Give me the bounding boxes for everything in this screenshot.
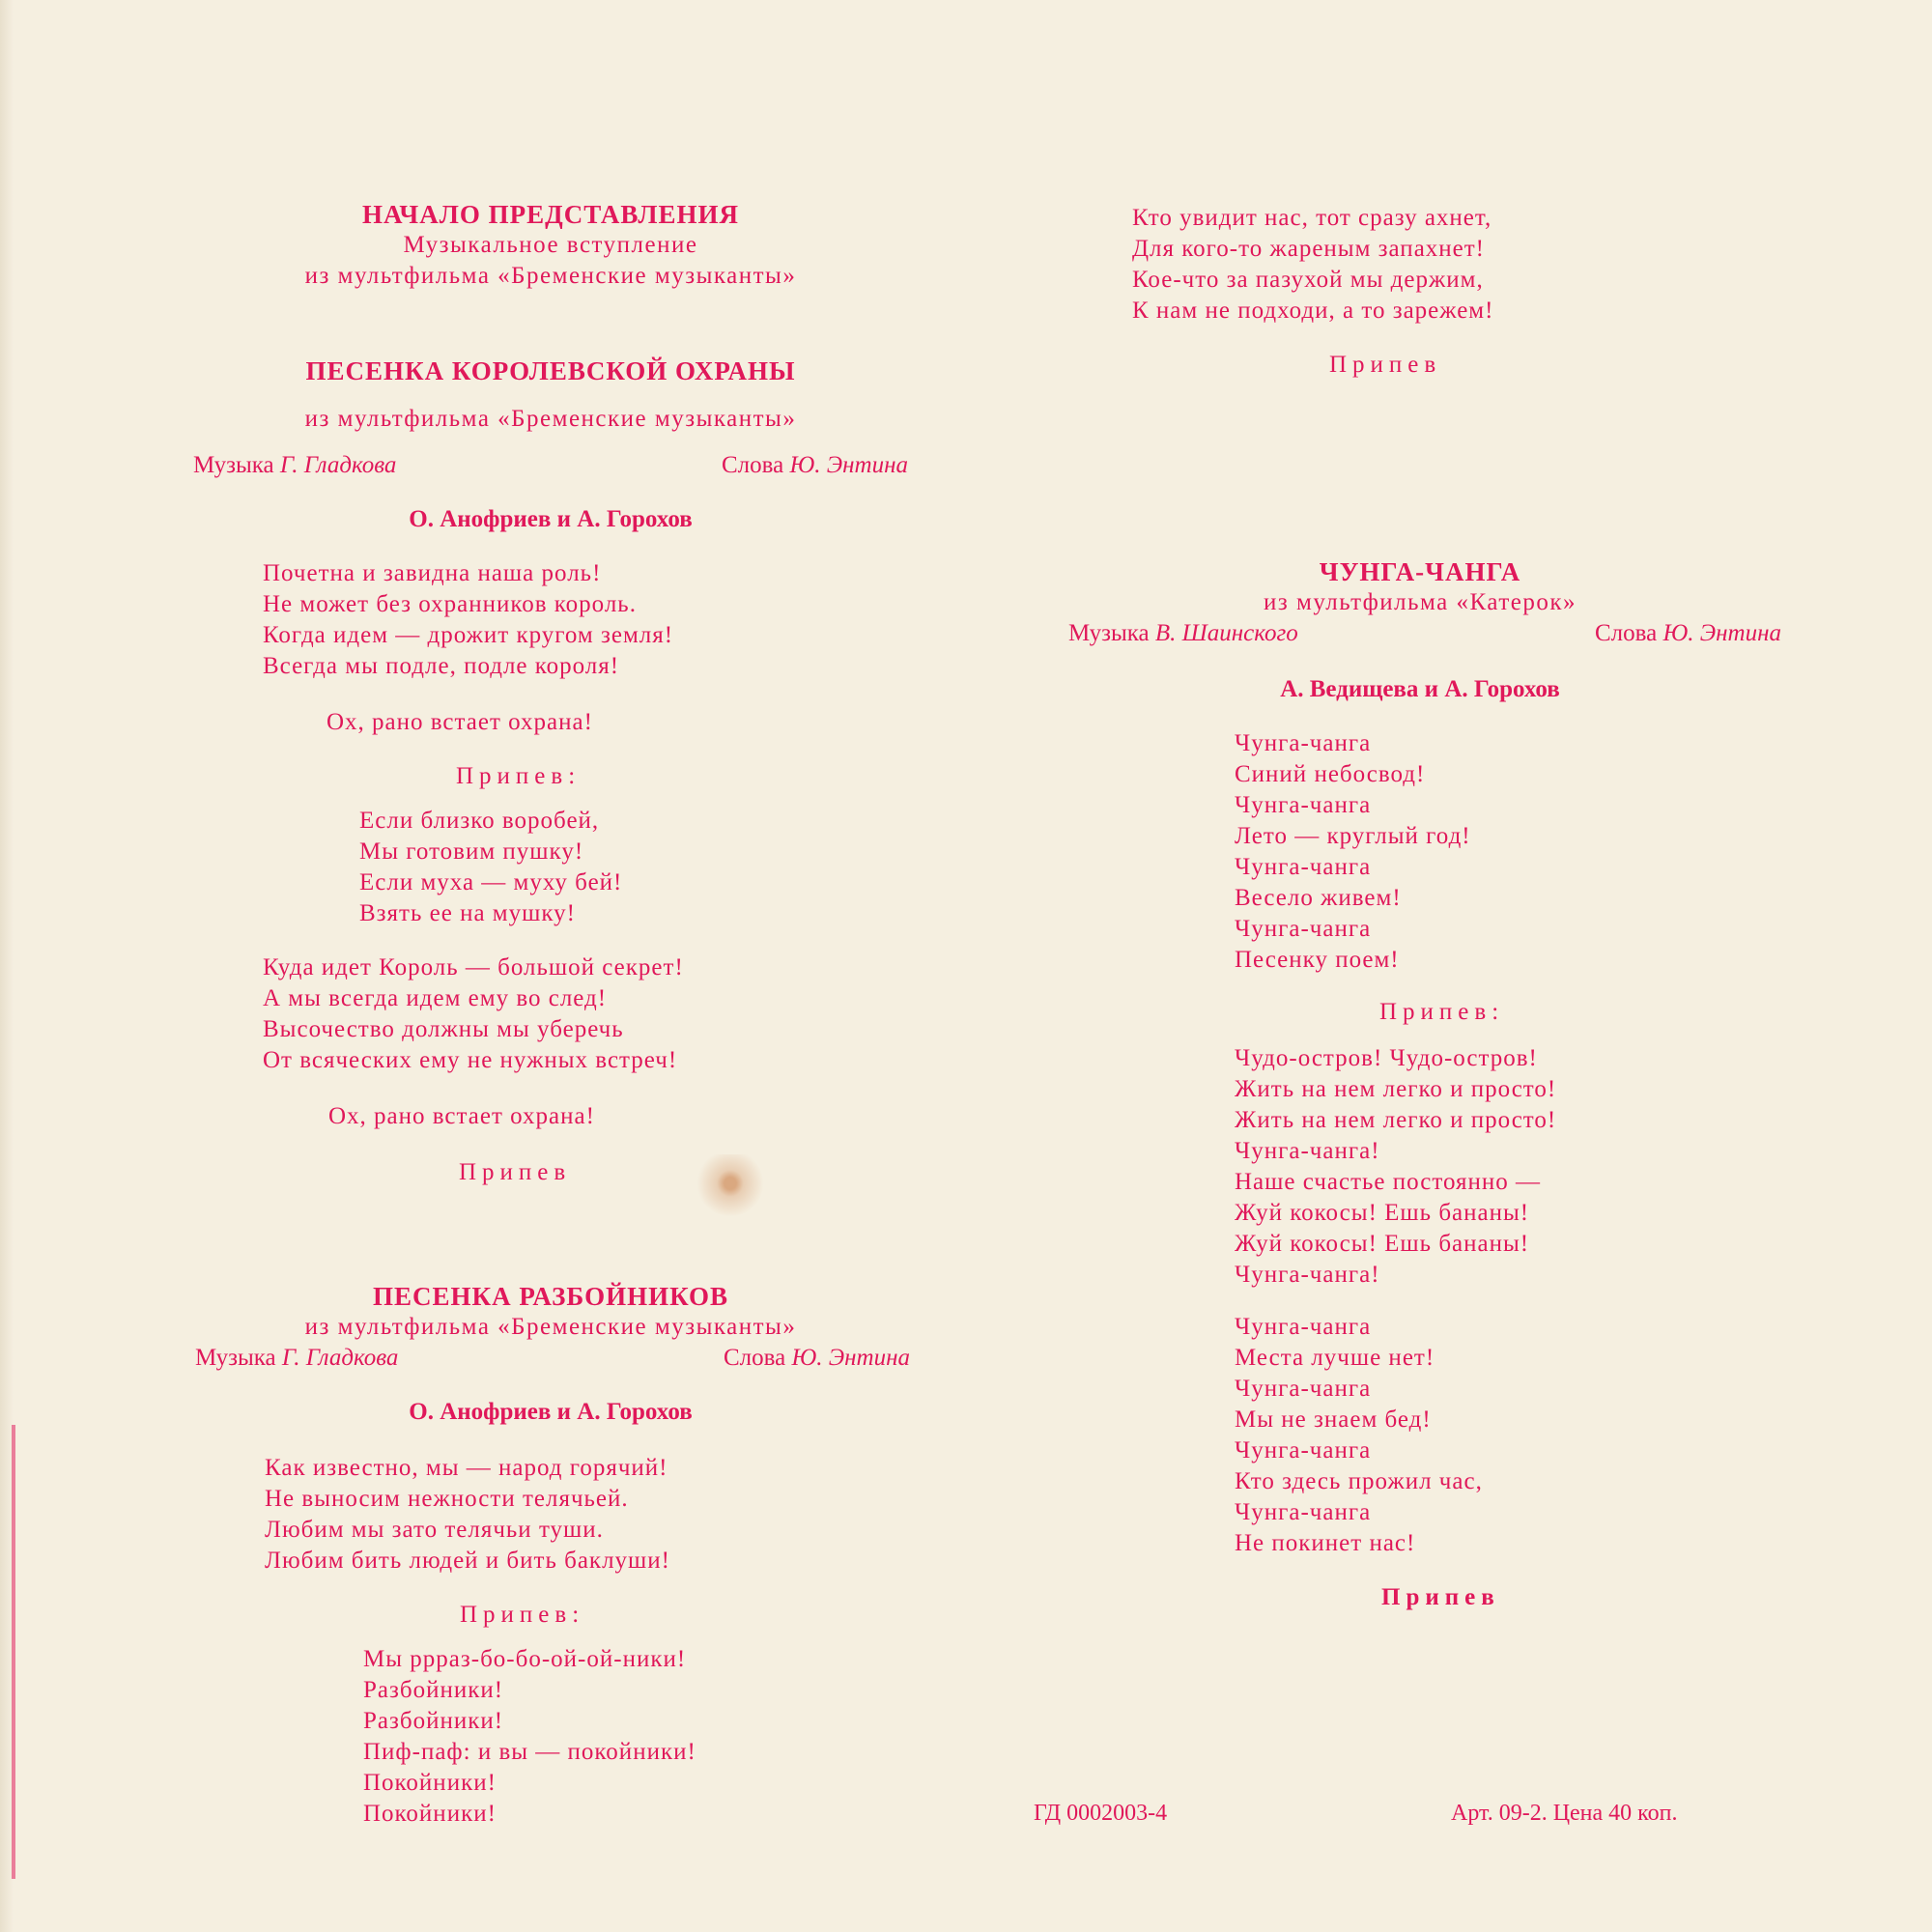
lyric-line: Чунга-чанга	[1235, 730, 1372, 756]
lyric-line: Любим бить людей и бить баклуши!	[265, 1548, 671, 1574]
lyric-line: Если муха — муху бей!	[359, 869, 623, 895]
song1-chorus	[359, 806, 622, 929]
lyric-line: Наше счастье постоянно —	[1235, 1169, 1542, 1195]
song1-music-credit: Музыка Г. Гладкова	[193, 452, 397, 478]
lyric-line: Как известно, мы — народ горячий!	[265, 1455, 668, 1481]
song3-source: из мультфильма «Катерок»	[1264, 589, 1577, 615]
intro-subtitle: Музыкальное вступление	[403, 232, 698, 258]
song1-performers: О. Анофриев и А. Горохов	[409, 506, 693, 532]
lyric-line: Места лучше нет!	[1235, 1345, 1435, 1371]
song3-refrain-end: Припев	[1381, 1584, 1500, 1610]
song2-performers-block	[193, 1397, 908, 1428]
lyric-line: Любим мы зато телячьи туши.	[265, 1517, 604, 1543]
lyric-line: Куда идет Король — большой секрет!	[263, 954, 684, 980]
song1-words-credit: Слова Ю. Энтина	[721, 452, 908, 478]
song1-verse2	[263, 952, 684, 1076]
lyric-line: Чунга-чанга!	[1235, 1138, 1380, 1164]
lyric-line: Песенку поем!	[1235, 947, 1400, 973]
song3-header	[1063, 556, 1777, 618]
song3-refrain-label: Припев:	[1379, 999, 1505, 1025]
lyric-line: Чунга-чанга	[1235, 792, 1372, 818]
lyric-line: Лето — круглый год!	[1235, 823, 1471, 849]
song2-refrain-label: Припев:	[460, 1602, 585, 1628]
lyric-line: Жить на нем легко и просто!	[1235, 1107, 1557, 1133]
song2-words-credit: Слова Ю. Энтина	[723, 1345, 910, 1371]
lyric-line: Ох, рано встает охрана!	[328, 1103, 595, 1129]
song1-refrain-label: Припев:	[456, 763, 582, 789]
lyric-line: Почетна и завидна наша роль!	[263, 560, 602, 586]
lyric-line: Мы готовим пушку!	[359, 838, 584, 865]
intro-block	[193, 199, 908, 292]
lyric-line: Взять ее на мушку!	[359, 900, 576, 926]
catalog-number: ГД 0002003-4	[1034, 1801, 1168, 1826]
lyric-line: От всяческих ему не нужных встреч!	[263, 1047, 678, 1073]
song3-chorus	[1235, 1043, 1556, 1291]
song1-source: из мультфильма «Бременские музыканты»	[304, 406, 797, 432]
song2-verse2	[1132, 203, 1493, 327]
song1-header	[193, 355, 908, 386]
song1-source-block	[193, 404, 908, 435]
song1-credits	[193, 450, 908, 481]
paper-stain	[696, 1154, 773, 1227]
song3-credits	[1068, 618, 1781, 649]
lyric-line: Разбойники!	[363, 1677, 504, 1703]
lyric-line: Чунга-чанга	[1235, 854, 1372, 880]
lyric-line: Для кого-то жареным запахнет!	[1132, 236, 1486, 262]
lyric-line: Чунга-чанга	[1235, 1437, 1372, 1463]
lyric-line: Весело живем!	[1235, 885, 1402, 911]
lyric-line: Чунга-чанга	[1235, 1499, 1372, 1525]
song2-header	[193, 1281, 908, 1343]
lyric-line: Кто увидит нас, тот сразу ахнет,	[1132, 205, 1492, 231]
lyric-line: Синий небосвод!	[1235, 761, 1426, 787]
lyric-line: Не выносим нежности телячьей.	[265, 1486, 629, 1512]
price-label: Арт. 09-2. Цена 40 коп.	[1451, 1801, 1678, 1826]
lyric-line: Высочество должны мы уберечь	[263, 1016, 624, 1042]
lyric-line: Мы не знаем бед!	[1235, 1406, 1432, 1433]
song1-line-a	[327, 707, 593, 738]
lyric-line: Если близко воробей,	[359, 808, 600, 834]
lyric-line: К нам не подходи, а то зарежем!	[1132, 298, 1494, 324]
song3-verse1	[1235, 728, 1471, 976]
lyric-line: Покойники!	[363, 1801, 497, 1827]
lyric-line: А мы всегда идем ему во след!	[263, 985, 608, 1011]
lyric-line: Чудо-остров! Чудо-остров!	[1235, 1045, 1538, 1071]
song3-music-credit: Музыка В. Шаинского	[1068, 620, 1298, 646]
intro-source: из мультфильма «Бременские музыканты»	[304, 263, 797, 289]
edge-mark	[12, 1425, 15, 1879]
lyric-line: Чунга-чанга!	[1235, 1262, 1380, 1288]
lyric-line: Не может без охранников король.	[263, 591, 637, 617]
song1-refrain-end: Припев	[459, 1159, 572, 1185]
lyric-line: Пиф-паф: и вы — покойники!	[363, 1739, 696, 1765]
lyric-line: Покойники!	[363, 1770, 497, 1796]
song2-chorus	[363, 1644, 696, 1830]
song3-title: ЧУНГА-ЧАНГА	[1319, 557, 1521, 586]
lyric-line: Чунга-чанга	[1235, 1376, 1372, 1402]
lyric-line: Мы ррраз-бо-бо-ой-ой-ники!	[363, 1646, 687, 1672]
song2-credits	[195, 1343, 910, 1374]
lyric-line: Когда идем — дрожит кругом земля!	[263, 622, 674, 648]
song2-music-credit: Музыка Г. Гладкова	[195, 1345, 399, 1371]
song2-title: ПЕСЕНКА РАЗБОЙНИКОВ	[372, 1282, 729, 1311]
lyric-line: Кто здесь прожил час,	[1235, 1468, 1483, 1494]
song3-performers-block	[1063, 674, 1777, 705]
song2-refrain-end: Припев	[1329, 352, 1442, 378]
song3-performers: А. Ведищева и А. Горохов	[1280, 676, 1560, 702]
lyric-line: Жуй кокосы! Ешь бананы!	[1235, 1200, 1530, 1226]
lyric-line: Кое-что за пазухой мы держим,	[1132, 267, 1484, 293]
lyric-line: Чунга-чанга	[1235, 916, 1372, 942]
lyric-line: Жуй кокосы! Ешь бананы!	[1235, 1231, 1530, 1257]
song1-verse1	[263, 558, 673, 682]
song3-words-credit: Слова Ю. Энтина	[1594, 620, 1781, 646]
song1-title: ПЕСЕНКА КОРОЛЕВСКОЙ ОХРАНЫ	[305, 356, 796, 385]
song1-line-b	[328, 1101, 595, 1132]
song3-verse2	[1235, 1312, 1483, 1559]
song2-source: из мультфильма «Бременские музыканты»	[304, 1314, 797, 1340]
song2-performers: О. Анофриев и А. Горохов	[409, 1399, 693, 1425]
lyric-line: Чунга-чанга	[1235, 1314, 1372, 1340]
lyric-line: Ох, рано встает охрана!	[327, 709, 593, 735]
lyric-line: Разбойники!	[363, 1708, 504, 1734]
intro-title: НАЧАЛО ПРЕДСТАВЛЕНИЯ	[362, 200, 739, 229]
lyric-line: Жить на нем легко и просто!	[1235, 1076, 1557, 1102]
lyric-line: Не покинет нас!	[1235, 1530, 1416, 1556]
lyric-line: Всегда мы подле, подле короля!	[263, 653, 620, 679]
song1-performers-block	[193, 504, 908, 535]
song2-verse1	[265, 1453, 670, 1577]
